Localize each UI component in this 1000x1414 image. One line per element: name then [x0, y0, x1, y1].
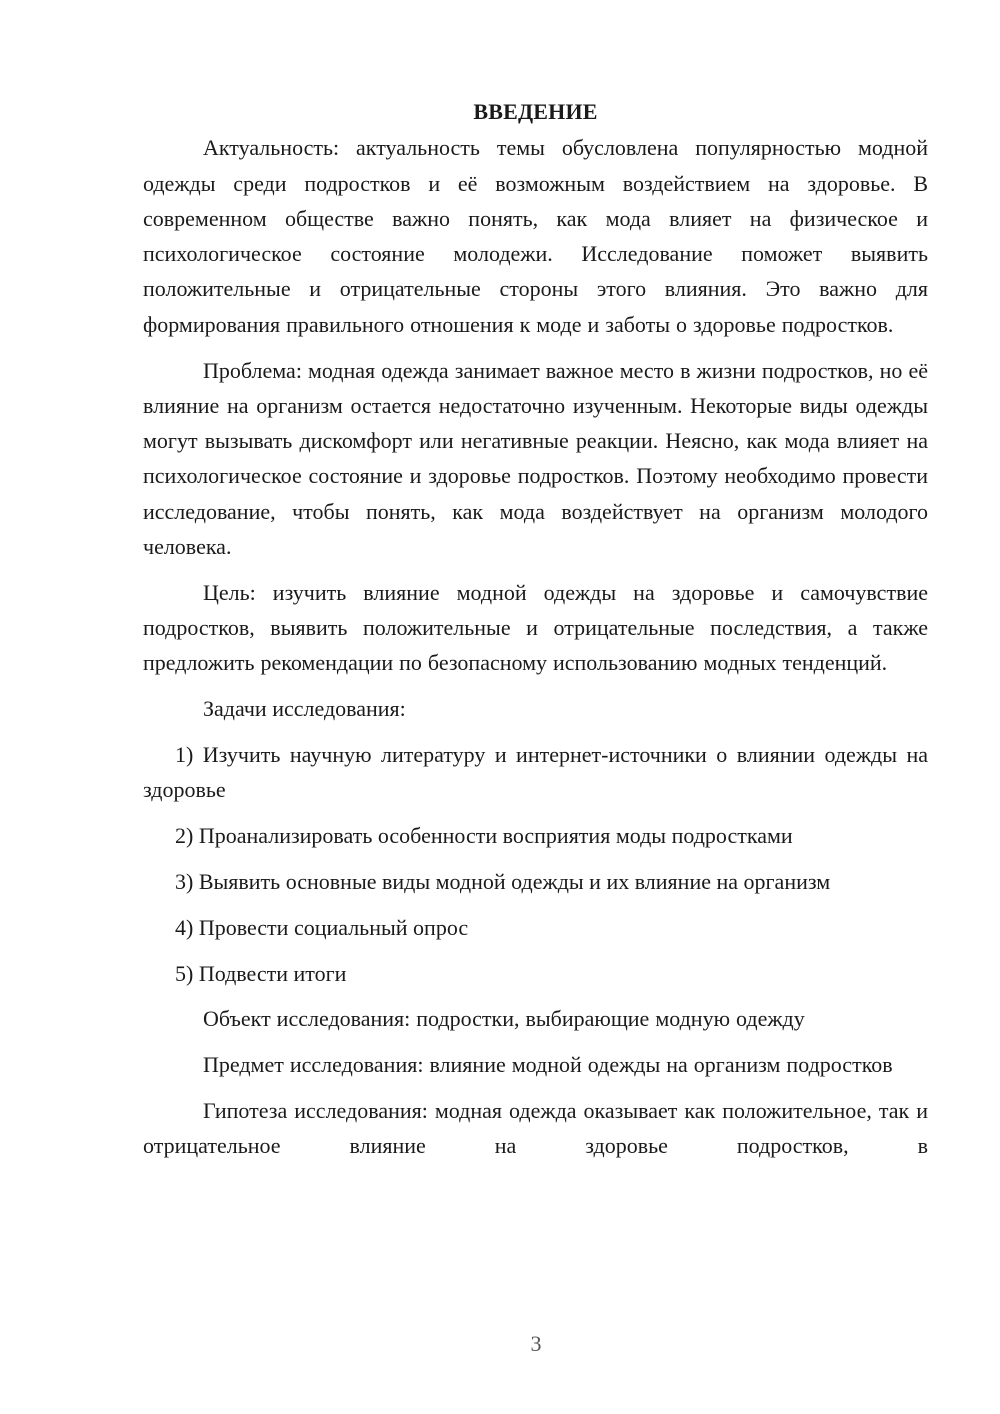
tasks-list — [143, 737, 928, 991]
subject-paragraph: Предмет исследования: влияние модной одежды на организм подростков — [203, 1052, 893, 1078]
task-item: 3) Выявить основные виды модной одежды и их влияние на организм — [175, 868, 831, 894]
object-paragraph: Объект исследования: подростки, выбирающие модную одежду — [203, 1006, 805, 1032]
goal-paragraph: Цель: изучить влияние модной одежды на здоровье и самочувствие подростков, выявить положительные и отрицательные последствия, а также предложить рекомендации по безопасному использованию модных тенденций. — [143, 579, 928, 676]
page-number: 3 — [530, 1331, 542, 1356]
tasks-heading: Задачи исследования: — [203, 696, 406, 722]
section-title: ВВЕДЕНИЕ — [473, 99, 598, 124]
relevance-paragraph: Актуальность: актуальность темы обусловлена популярностью модной одежды среди подростков и её возможным воздействием на здоровье. В современном обществе важно понять, как мода влияет на физическое и психологическое состояние молодежи. Исследование поможет выявить положительные и отрицательные стороны этого влияния. Это важно для формирования правильного отношения к моде и заботы о здоровье подростков. — [143, 135, 928, 337]
task-item: 4) Провести социальный опрос — [175, 914, 469, 940]
page-content — [143, 94, 928, 1174]
task-item: 1) Изучить научную литературу и интернет-источники о влиянии одежды на здоровье — [143, 742, 928, 803]
task-item: 2) Проанализировать особенности восприятия моды подростками — [175, 823, 793, 849]
hypothesis-paragraph: Гипотеза исследования: модная одежда оказывает как положительное, так и отрицательное влияние на здоровье подростков, в — [143, 1097, 928, 1159]
problem-paragraph: Проблема: модная одежда занимает важное место в жизни подростков, но её влияние на организм остается недостаточно изученным. Некоторые виды одежды могут вызывать дискомфорт или негативные реакции. Неясно, как мода влияет на психологическое состояние и здоровье подростков. Поэтому необходимо провести исследование, чтобы понять, как мода воздействует на организм молодого человека. — [143, 357, 928, 560]
task-item: 5) Подвести итоги — [175, 960, 347, 986]
